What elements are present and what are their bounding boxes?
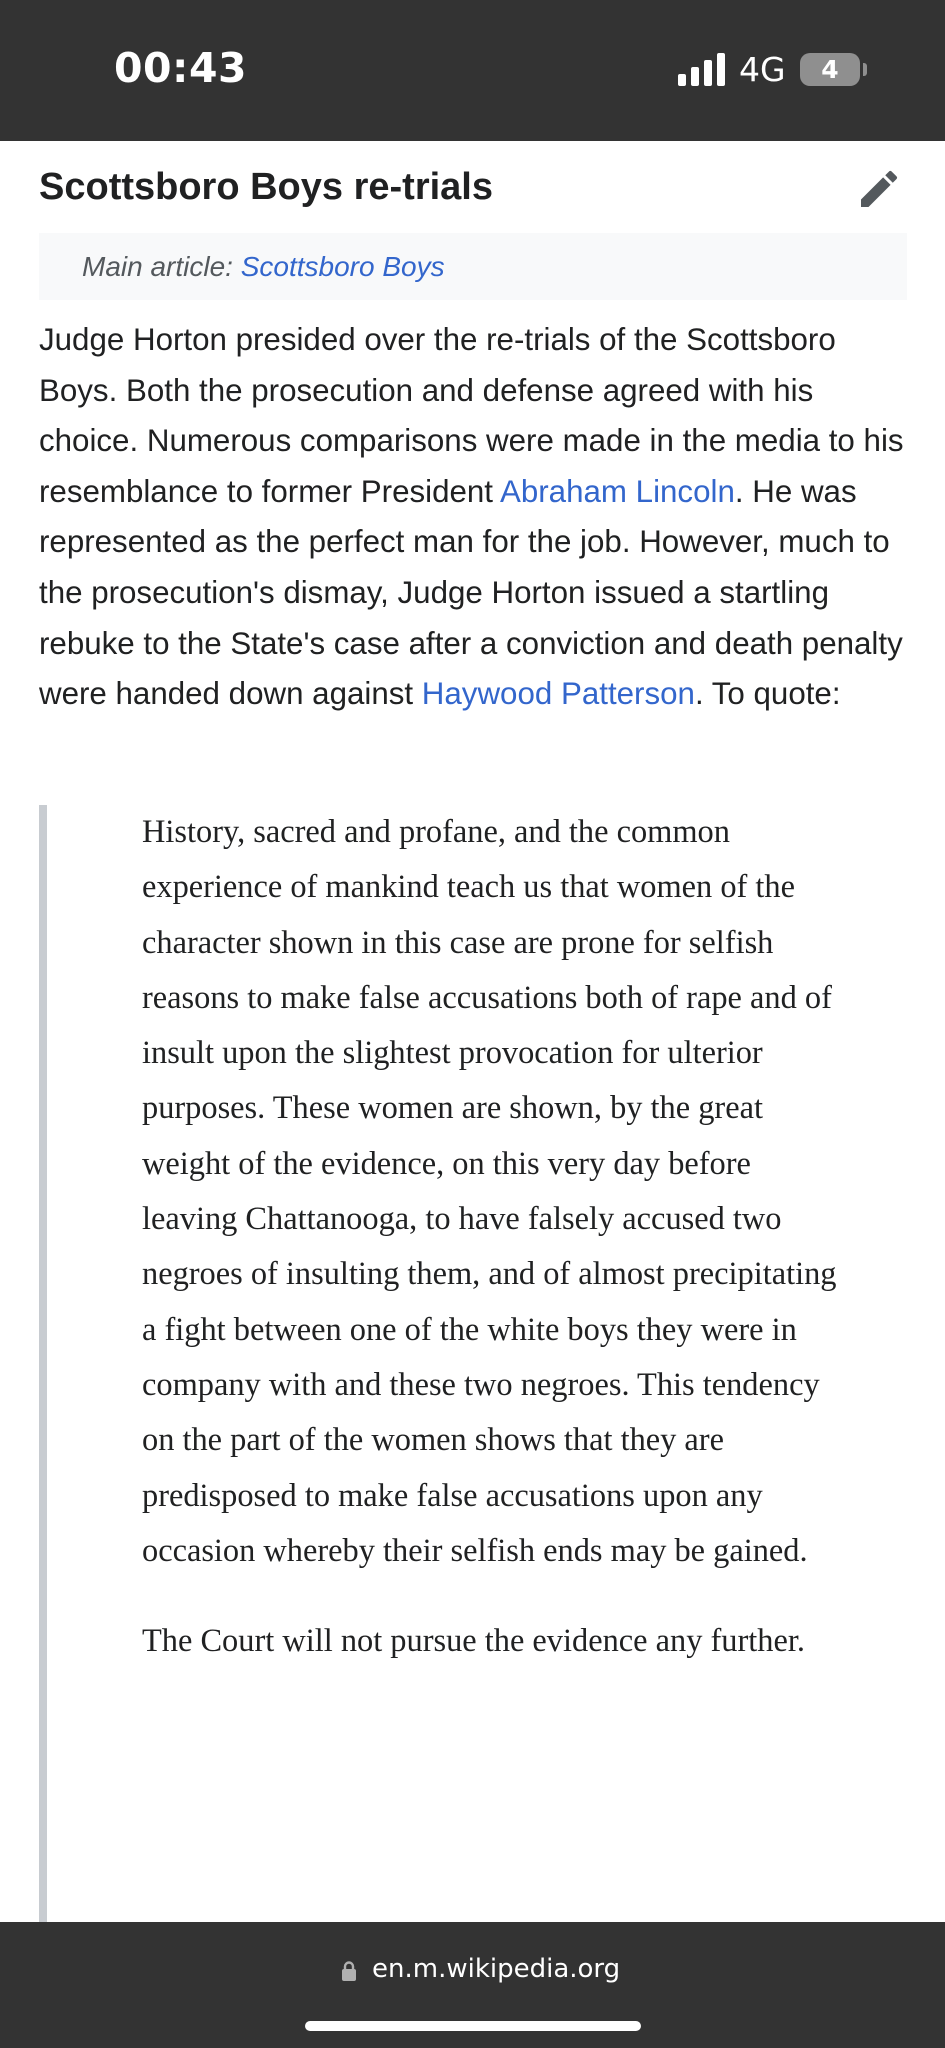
hatnote (39, 233, 907, 300)
section-heading: Scottsboro Boys re-trials (39, 166, 493, 208)
battery-icon: 4 (800, 53, 860, 86)
status-time: 00:43 (114, 44, 248, 92)
article-paragraph (39, 315, 914, 720)
hatnote-prefix: Main article: (82, 251, 241, 282)
quote-paragraph-2: The Court will not pursue the evidence any further. (142, 1623, 805, 1660)
home-indicator[interactable] (305, 2021, 641, 2031)
battery-cap (863, 63, 867, 76)
status-bar (0, 0, 945, 141)
abraham-lincoln-link[interactable]: Abraham Lincoln (499, 473, 735, 509)
blockquote-border (39, 805, 47, 1922)
quote-paragraph-1: History, sacred and profane, and the common experience of mankind teach us that women of the character shown in this case are prone for selfish reasons to make false accusations both of rape and of insult upon the slightest provocation for ulterior purposes. These women are shown, by the great weight of the evidence, on this very day before leaving Chattanooga, to have falsely accused two negroes of insulting them, and of almost precipitating a fight between one of the white boys they were in company with and these two negroes. This tendency on the part of the women shows that they are predisposed to make false accusations upon any occasion whereby their selfish ends may be gained. (142, 814, 837, 1569)
url-text[interactable]: en.m.wikipedia.org (372, 1954, 621, 1984)
network-type: 4G (739, 50, 786, 89)
url-bar[interactable] (0, 1922, 945, 2048)
cellular-signal-icon (678, 52, 726, 86)
main-article-link[interactable]: Scottsboro Boys (240, 251, 445, 282)
paragraph-text-2: . He was represented as the perfect man for the job. However, much to the prosecution's dismay, Judge Horton issued a startling rebuke to the State's case after a conviction and death penalty were handed down against (39, 473, 903, 712)
paragraph-text-1: Judge Horton presided over the re-trials of the Scottsboro Boys. Both the prosecution and defense agreed with his choice. Numerous comparisons were made in the media to his resemblance to former President (39, 322, 904, 509)
lock-icon (341, 1960, 357, 1982)
haywood-patterson-link[interactable]: Haywood Patterson (421, 676, 695, 712)
paragraph-text-3: . To quote: (694, 676, 841, 712)
pencil-icon[interactable] (855, 165, 903, 213)
blockquote (142, 805, 842, 1669)
